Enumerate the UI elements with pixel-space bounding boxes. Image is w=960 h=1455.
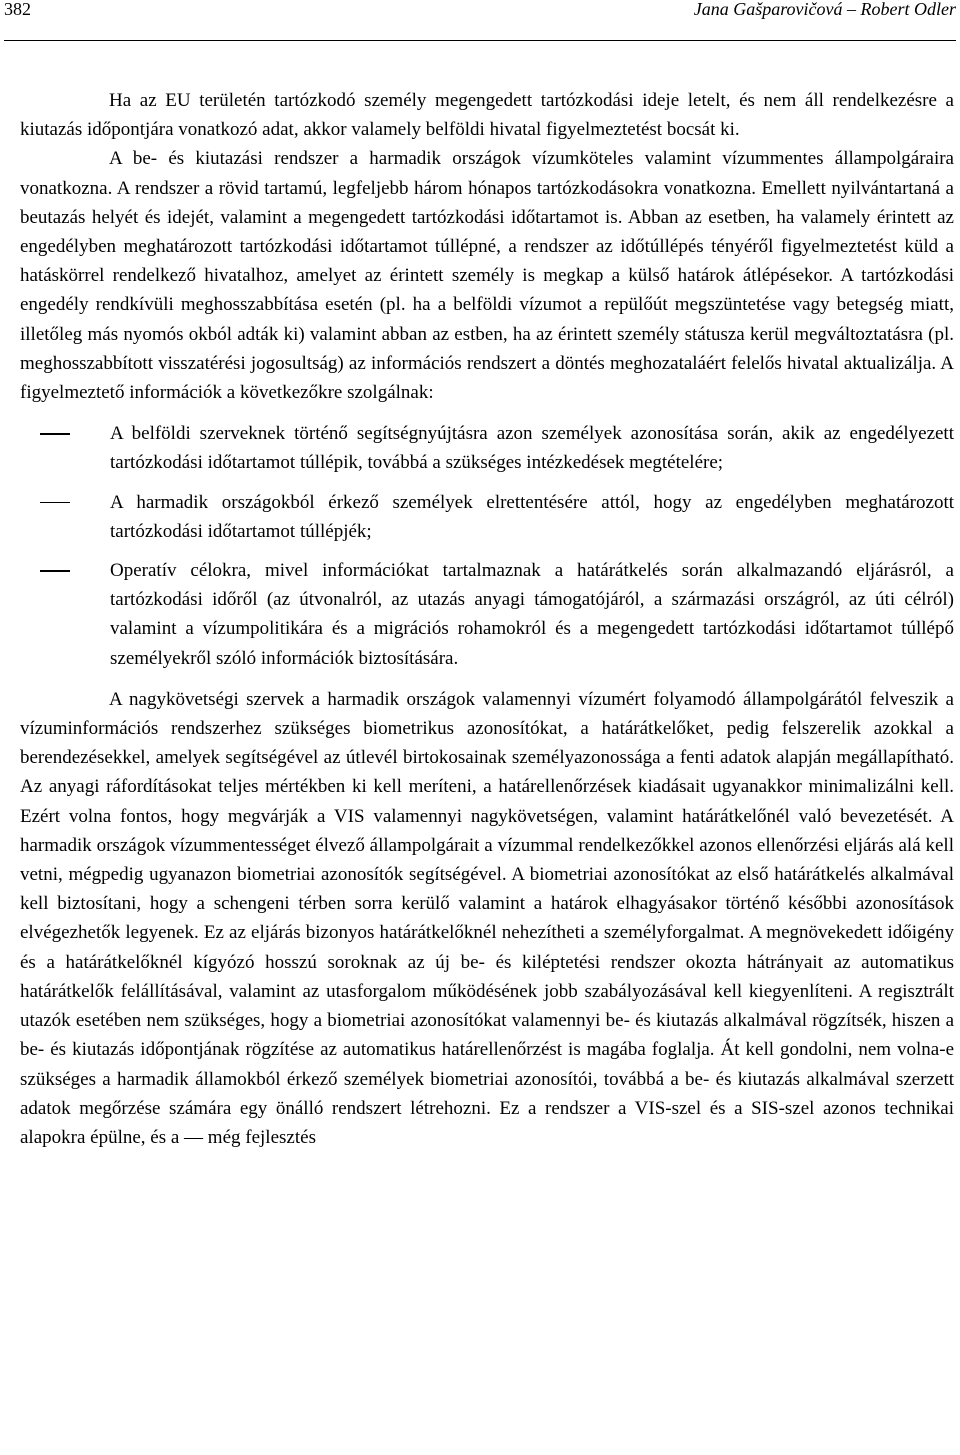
bullet-list: [20, 419, 954, 673]
page-body: [20, 86, 954, 1152]
dash-icon: [40, 433, 70, 435]
dash-icon: [40, 502, 70, 504]
dash-icon: [40, 570, 70, 572]
list-item: [20, 419, 954, 477]
list-item-text: A harmadik országokból érkező személyek elrettentésére attól, hogy az engedélyben meghatározott tartózkodási időtartamot túllépjék;: [110, 491, 954, 542]
running-head-authors: Jana Gašparovičová – Robert Odler: [693, 0, 956, 19]
list-item-text: Operatív célokra, mivel információkat tartalmaznak a határátkelés során alkalmazandó eljárásról, a tartózkodási időről (az útvonalról, az utazás anyagi támogatójáról, a származási országról, az úti célról) valamint a vízumpolitikára és a migrációs rohamokról és a megengedett tartózkodási időtartamot túllépő személyekről szóló információk biztosítására.: [110, 560, 954, 669]
list-item: [20, 556, 954, 673]
list-item-text: A belföldi szerveknek történő segítségnyújtásra azon személyek azonosítása során, akik az engedélyezett tartózkodási időtartamot túllépik, továbbá a szükséges intézkedések megtételére;: [110, 423, 954, 474]
paragraph-1: Ha az EU területén tartózkodó személy megengedett tartózkodási ideje letelt, és nem áll rendelkezésre a kiutazás időpontjára vonatkozó adat, akkor valamely belföldi hivatal figyelmeztetést bocsát ki.: [20, 90, 954, 141]
page-number: 382: [4, 0, 31, 19]
paragraph-3: A nagykövetségi szervek a harmadik országok valamennyi vízumért folyamodó állampolgárától felveszik a vízuminformációs rendszerhez szükséges biometrikus azonosítókat, a határátkelőket, pedig felszerelik azokkal a berendezésekkel, amelyek segítségével az útlevél birtokosainak személyazonossága a fenti adatok alapján megállapítható. Az anyagi ráfordításokat teljes mértékben ki kell meríteni, a határellenőrzések kiadásait ugyanakkor minimalizálni kell. Ezért volna fontos, hogy megvárják a VIS valamennyi nagykövetségen, valamint határátkelőnél való bevezetését. A harmadik országok vízummentességet élvező állampolgárait a vízummal rendelkezőkkel azonos ellenőrzési eljárás alá kell vetni, mégpedig ugyanazon biometriai azonosítók segítségével. A biometriai azonosítókat az első határátkelés alkalmával kell biztosítani, hogy a schengeni térben sorra kerülő valamint a határok elhagyásakor történő későbbi azonosítások elvégezhetők legyenek. Ez az eljárás bizonyos határátkelőknél nehezítheti a személyforgalmat. A megnövekedett időigény és a határátkelőknél kígyózó hosszú soroknak az új be- és kiléptetési rendszer okozta hátrányait az automatikus határátkelők felállításával, valamint az utasforgalom működésének jobb szabályozásával kell kiegyenlíteni. A regisztrált utazók esetében nem szükséges, hogy a biometriai azonosítókat valamennyi be- és kiutazás alkalmával rögzítsék, hiszen a be- és kiutazás időpontjának rögzítése az automatikus határellenőrzést is magába foglalja. Át kell gondolni, nem volna-e szükséges a harmadik államokból érkező személyek biometriai azonosítói, továbbá a be- és kiutazás alkalmával szerzett adatok megőrzése számára egy önálló rendszert létrehozni. Ez a rendszer a VIS-szel és a SIS-szel azonos technikai alapokra épülne, és a — még fejlesztés: [20, 688, 954, 1148]
page-header: [4, 0, 956, 41]
list-item: [20, 488, 954, 546]
paragraph-2: A be- és kiutazási rendszer a harmadik országok vízumköteles valamint vízummentes állampolgáraira vonatkozna. A rendszer a rövid tartamú, legfeljebb három hónapos tartózkodásokra vonatkozna. Emellett nyilvántartaná a beutazás helyét és idejét, valamint a megengedett tartózkodási időtartamot is. Abban az esetben, ha valamely érintett az engedélyben meghatározott tartózkodási időtartamot túllépné, a rendszer az időtúllépés tényéről figyelmeztetést küld a hatáskörrel rendelkező hivatalhoz, amelyet az érintett személy is megkap a külső határok átlépésekor. A tartózkodási engedély rendkívüli meghosszabbítása esetén (pl. ha a belföldi vízumot a repülőút megszüntetése vagy betegség miatt, illetőleg más nyomós okból adták ki) valamint abban az estben, ha az érintett személy státusza kerül megváltoztatásra (pl. meghosszabbított visszatérési jogosultság) az információs rendszert a döntés meghozataláért felelős hivatal aktualizálja. A figyelmeztető információk a következőkre szolgálnak:: [20, 148, 954, 404]
